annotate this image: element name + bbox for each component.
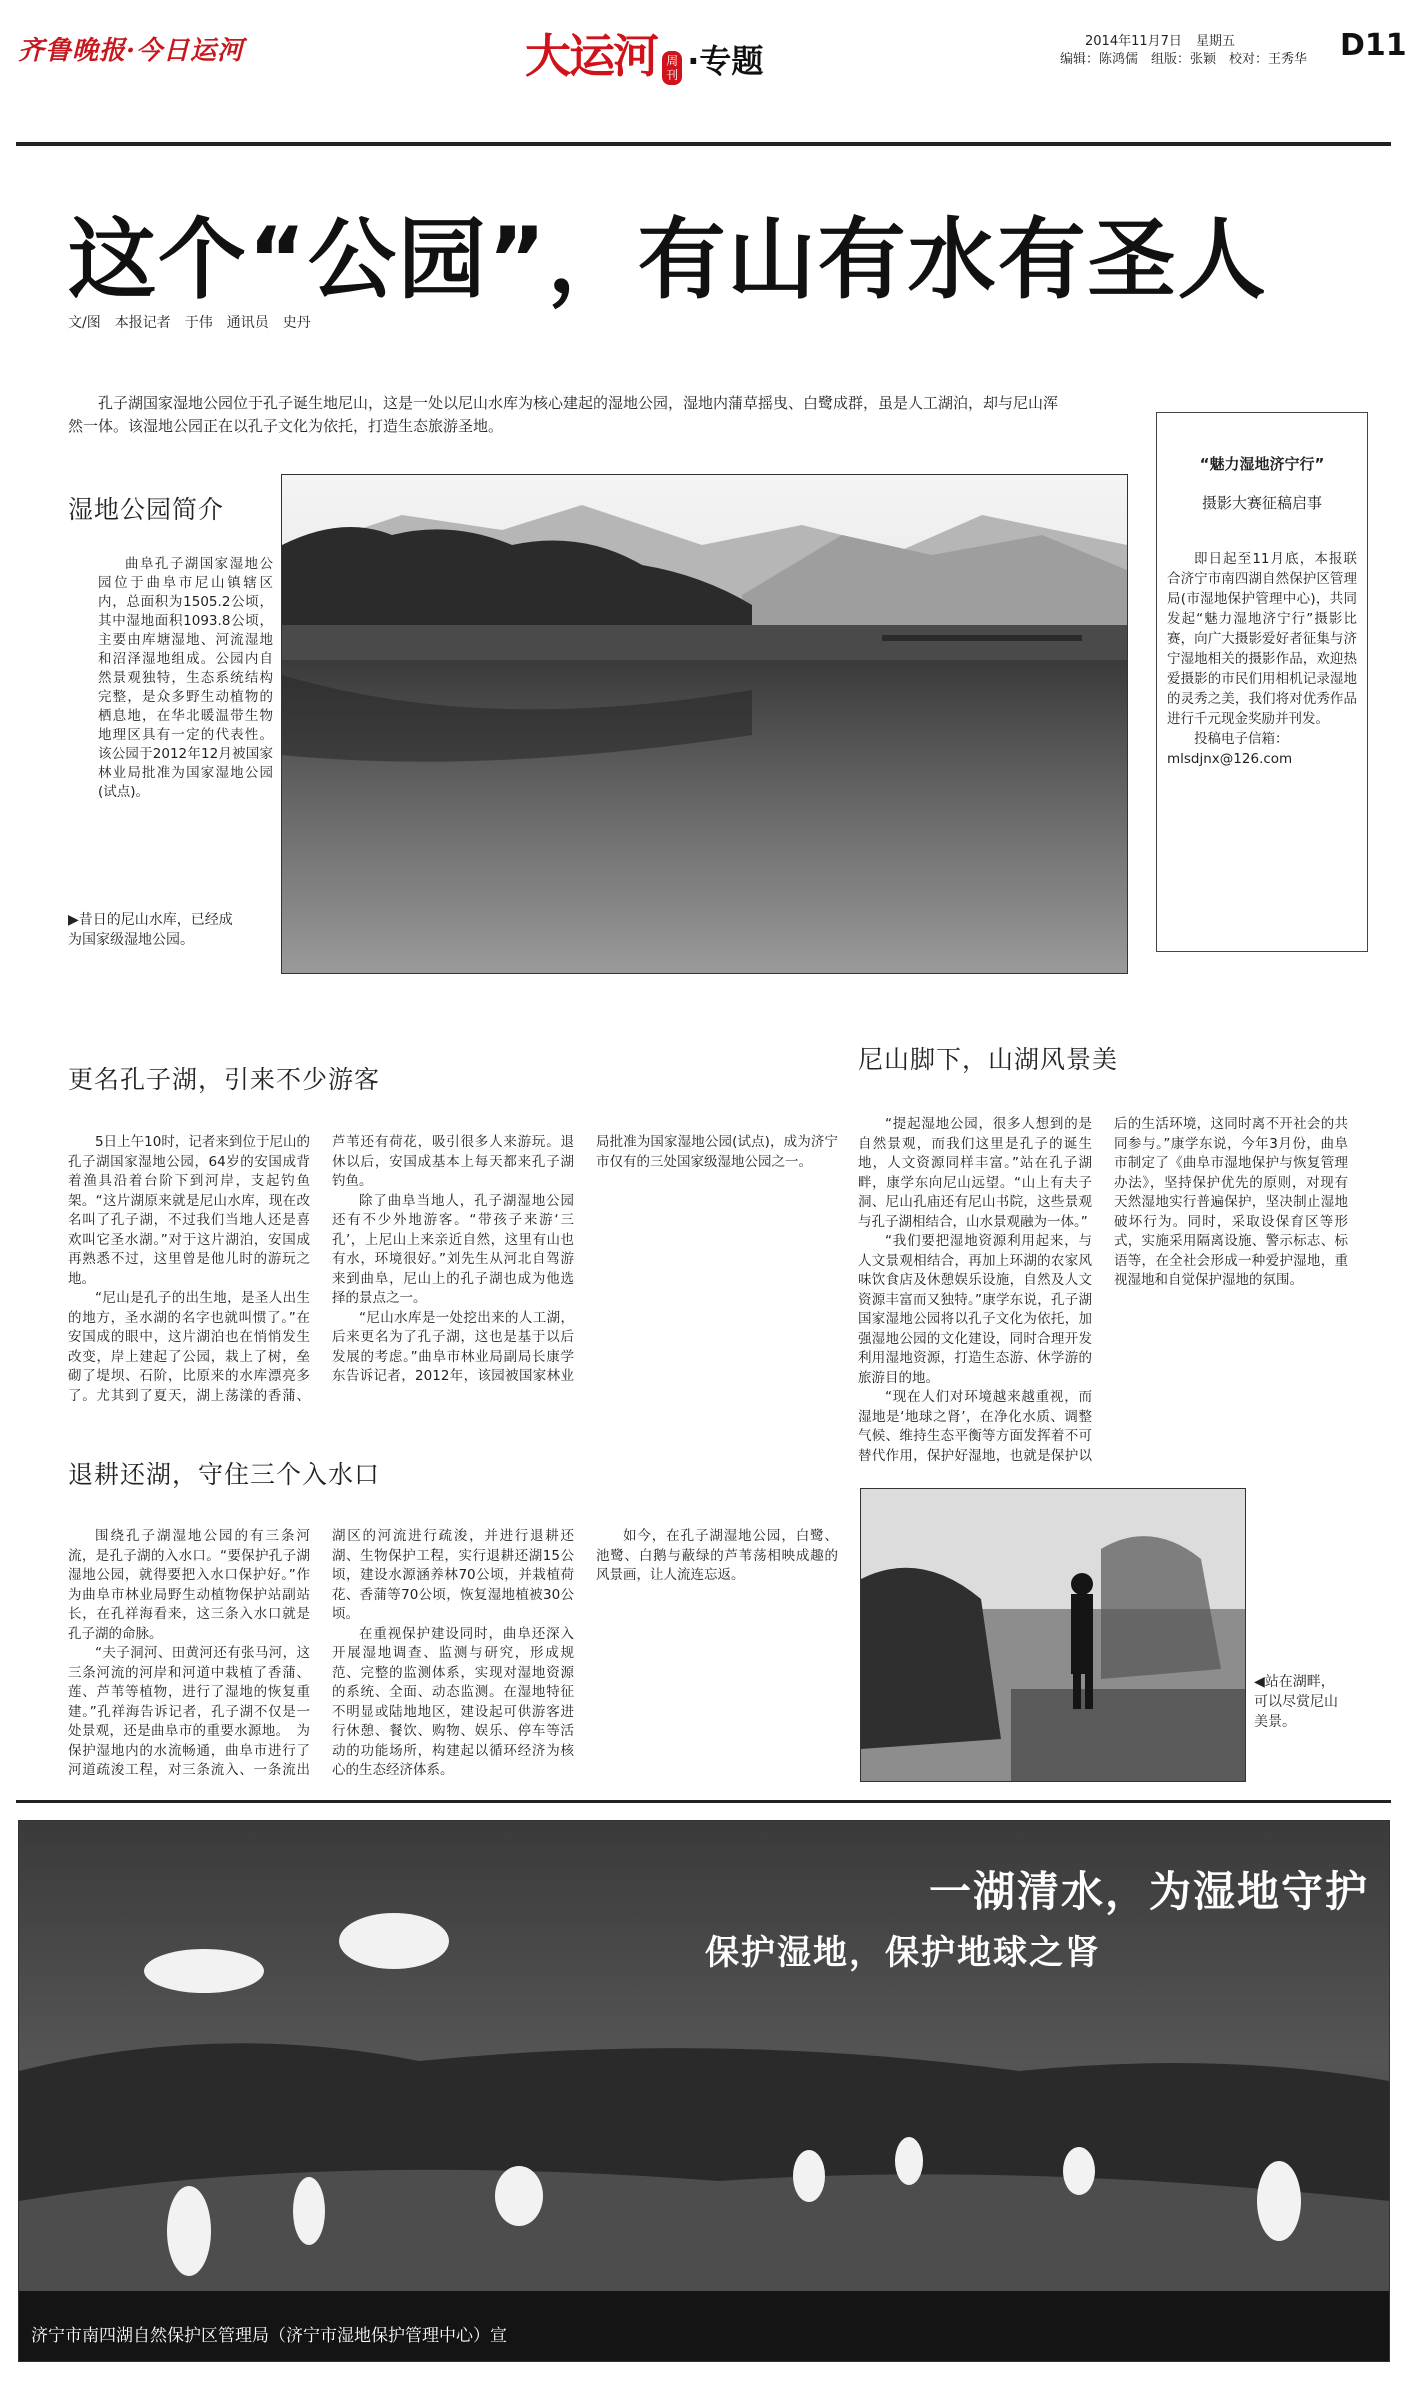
banner-sponsor: 济宁市南四湖自然保护区管理局（济宁市湿地保护管理中心）宣 [31,2326,507,2346]
staff-line: 编辑：陈鸿儒 组版：张颖 校对：王秀华 [1060,52,1308,67]
section1-para-2: “尼山是孔子的出生地，是圣人出生的地方，圣水湖的名字也就叫惯了。”在安国成的眼中，这片湖泊也在悄悄发生改变，岸上建起了公园，栽上了树，垒砌了堤坝、石阶，比原来的水库漂亮多了。尤其到了夏天，湖上荡漾的香蒲、芦苇还有荷花，吸引很多人来游玩。退休以后，安国成基本上每天都来孔子湖钓鱼。 [68,1134,574,1404]
banner-subheadline: 保护湿地，保护地球之肾 [705,1933,1101,1973]
section2-body [858,1115,1348,1470]
section1-para-1: 5日上午10时，记者来到位于尼山的孔子湖国家湿地公园，64岁的安国成背着渔具沿着台阶下到河岸，支起钓鱼架。“这片湖原来就是尼山水库，现在改名叫了孔子湖，不过我们当地人还是喜欢叫它圣水湖。”对于这片湖泊，安国成再熟悉不过，这里曾是他儿时的游玩之地。 [68,1134,310,1287]
lead-text: 孔子湖国家湿地公园位于孔子诞生地尼山，这是一处以尼山水库为核心建起的湿地公园，湿地内蒲草摇曳、白鹭成群，虽是人工湖泊，却与尼山浑然一体。该湿地公园正在以孔子文化为依托，打造生态旅游圣地。 [68,394,1059,435]
lakeside-photo-caption: ◀站在湖畔，可以尽赏尼山美景。 [1254,1674,1338,1730]
reservoir-photo [281,474,1128,974]
date-line [1085,30,1235,49]
intro-title: 湿地公园简介 [68,495,225,524]
section3-para-3: 在重视保护建设同时，曲阜还深入开展湿地调查、监测与研究，形成规范、完整的监测体系，实现对湿地资源的系统、全面、动态监测。在湿地特征不明显或陆地地区，建设起可供游客进行休憩、餐饮、购物、娱乐、停车等活动的功能场所，构建起以循环经济为核心的生态经济体系。 [332,1625,574,1778]
notice-text: 即日起至11月底，本报联合济宁市南四湖自然保护区管理局(市湿地保护管理中心)，共同发起“魅力湿地济宁行”摄影比赛，向广大摄影爱好者征集与济宁湿地相关的摄影作品，欢迎热爱摄影的市民们用相机记录湿地的灵秀之美，我们将对优秀作品进行千元现金奖励并刊发。 [1167,551,1357,727]
paper-name: 齐鲁晚报·今日运河 [18,36,245,66]
notice-email: mlsdjnx@126.com [1167,751,1293,767]
byline: 文/图 本报记者 于伟 通讯员 史丹 [68,315,311,331]
notice-subtitle: 摄影大赛征稿启事 [1201,494,1322,512]
masthead-rule [16,142,1391,146]
section3-title: 退耕还湖，守住三个入水口 [68,1460,381,1489]
section1-body [68,1133,838,1413]
section3-para-2: “夫子洞河、田黄河还有张马河，这三条河流的河岸和河道中栽植了香蒲、莲、芦苇等植物，进行了湿地的恢复重建。”孔祥海告诉记者，孔子湖不仅是一处景观，还是曲阜市的重要水源地。 为保护湿地内的水流畅通，曲阜市进行了河道疏浚工程，对三条流入、一条流出湖区的河流进行疏浚，并进行退耕还湖、生物保护工程，实行退耕还湖15公顷，建设水源涵养林70公顷，并栽植荷花、香蒲等70公顷，恢复湿地植被30公顷。 [68,1528,574,1778]
section3-para-1: 围绕孔子湖湿地公园的有三条河流，是孔子湖的入水口。“要保护孔子湖湿地公园，就得要把入水口保护好。”作为曲阜市林业局野生动植物保护站副站长，在孔祥海看来，这三条入水口就是孔子湖的命脉。 [68,1528,310,1642]
section-brand [525,20,764,83]
section2-para-1: “提起湿地公园，很多人想到的是自然景观，而我们这里是孔子的诞生地，人文资源同样丰富。”站在孔子湖畔，康学东向尼山远望。“山上有夫子洞、尼山孔庙还有尼山书院，这些景观与孔子湖相结合，山水景观融为一体。” [858,1116,1092,1230]
banner-headline: 一湖清水，为湿地守护 [928,1867,1369,1916]
section2-para-2: “我们要把湿地资源利用起来，与人文景观相结合，再加上环湖的农家风味饮食店及休憩娱乐设施，自然及人文资源丰富而又独特。”康学东说，孔子湖国家湿地公园将以孔子文化为依托，加强湿地公园的文化建设，同时合理开发利用湿地资源，打造生态游、休学游的旅游目的地。 [858,1233,1092,1386]
section3-para-4: 如今，在孔子湖湿地公园，白鹭、池鹭、白鹅与蔽绿的芦苇荡相映成趣的风景画，让人流连忘返。 [596,1528,838,1583]
egret-banner [18,1820,1390,2362]
notice-text-block [1167,549,1357,769]
issue-weekday: 星期五 [1196,34,1236,49]
section3-body [68,1527,838,1799]
notice-contact-label: 投稿电子信箱： [1194,731,1289,747]
section1-para-4: “尼山水库是一处挖出来的人工湖，后来更名为了孔子湖，这也是基于以后发展的考虑。”曲阜市林业局副局长康学东告诉记者，2012年，该园被国家林业局批准为国家湿地公园(试点)，成为济宁市仅有的三处国家级湿地公园之一。 [332,1134,838,1384]
intro-text: 曲阜孔子湖国家湿地公园位于曲阜市尼山镇辖区内，总面积为1505.2公顷，其中湿地面积1093.8公顷，主要由库塘湿地、河流湿地和沼泽湿地组成。公园内自然景观独特，生态系统结构完整，是众多野生动植物的栖息地，在华北暖温带生物地理区具有一定的代表性。该公园于2012年12月被国家林业局批准为国家湿地公园(试点)。 [98,556,273,800]
intro-photo-caption: ▶昔日的尼山水库，已经成为国家级湿地公园。 [68,912,233,948]
section2-title: 尼山脚下，山湖风景美 [858,1045,1119,1074]
brand-tag: 周刊 [662,51,682,85]
notice-title: “魅力湿地济宁行” [1199,455,1325,473]
section1-para-3: 除了曲阜当地人，孔子湖湿地公园还有不少外地游客。“带孩子来游‘三孔’，上尼山上来亲近自然，这里有山也有水，环境很好。”刘先生从河北自驾游来到曲阜，尼山上的孔子湖也成为他选择的景点之一。 [332,1192,574,1306]
section-suffix: ·专题 [687,42,764,80]
lead-paragraph [68,392,1058,438]
section1-title: 更名孔子湖，引来不少游客 [68,1065,381,1094]
page-number: D11 [1340,28,1407,63]
reservoir-photo-art [282,475,1127,973]
section-brand-name: 大运河 [525,29,657,83]
lakeside-photo-art [861,1489,1245,1781]
intro-text-block [98,555,273,802]
issue-date: 2014年11月7日 [1085,34,1182,49]
notice-box [1156,412,1368,952]
section2-para-3: “现在人们对环境越来越重视，而湿地是‘地球之肾’，在净化水质、调整气候、维持生态平衡等方面发挥着不可替代作用，保护好湿地，也就是保护以后的生活环境，这同时离不开社会的共同参与。”康学东说，今年3月份，曲阜市制定了《曲阜市湿地保护与恢复管理办法》，坚持保护优先的原则，对现有天然湿地实行普遍保护，坚决制止湿地破坏行为。同时，采取设保育区等形式，实施采用隔离设施、警示标志、标语等，在全社会形成一种爱护湿地，重视湿地和自觉保护湿地的氛围。 [858,1116,1348,1464]
headline: 这个“公园”，有山有水有圣人 [68,208,1268,311]
lakeside-photo [860,1488,1246,1782]
banner-rule [16,1800,1391,1803]
